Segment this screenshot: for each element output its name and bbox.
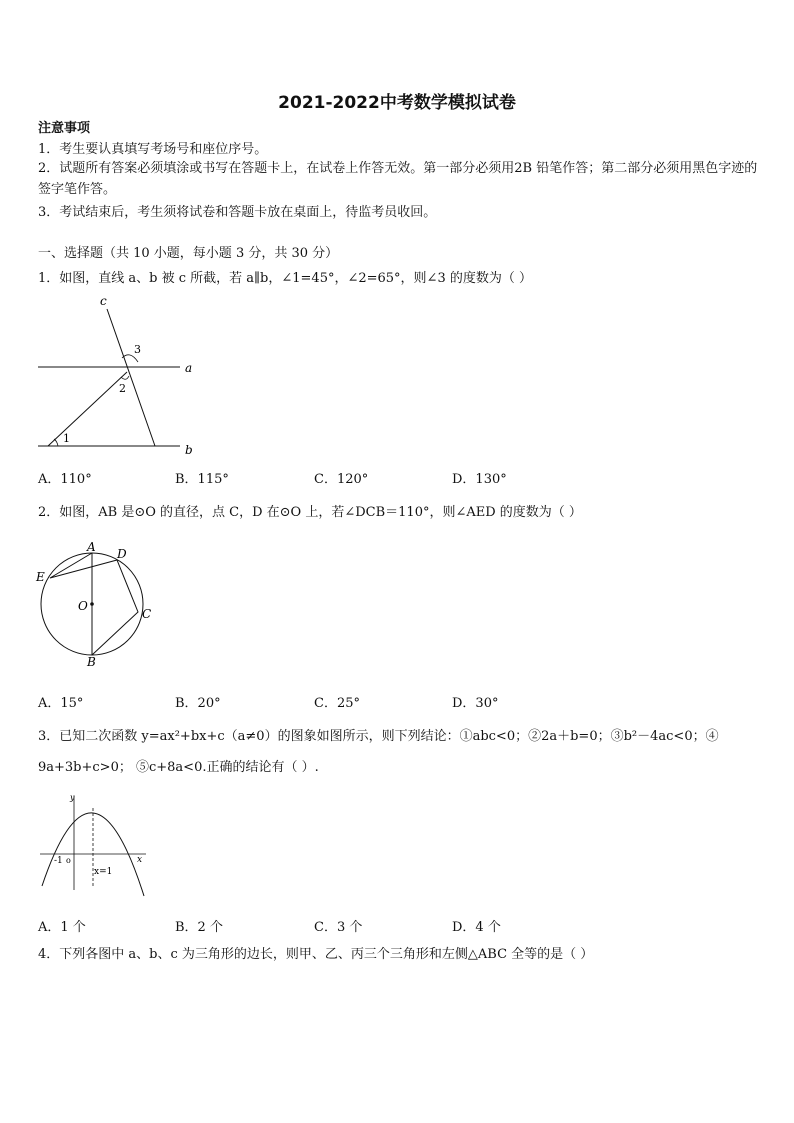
label-B: B [87, 655, 96, 669]
label-angle-1: 1 [63, 432, 70, 445]
notice-item-3: 3．考试结束后，考生须将试卷和答题卡放在桌面上，待监考员收回。 [38, 205, 437, 220]
label-minus-1: -1 [54, 856, 63, 866]
question-2-figure [30, 538, 160, 670]
q2-option-a[interactable]: A．15° [38, 696, 84, 711]
q3-option-d[interactable]: D．4 个 [452, 920, 501, 935]
label-x: x [137, 855, 143, 865]
label-E: E [36, 570, 45, 584]
question-2-options [38, 692, 638, 710]
q3-option-c[interactable]: C．3 个 [314, 920, 363, 935]
label-a: a [185, 361, 193, 375]
label-origin: o [66, 856, 71, 865]
diagonal-line [48, 372, 127, 446]
label-angle-3: 3 [134, 343, 141, 356]
chord-polyline [50, 553, 138, 655]
label-y: y [70, 793, 75, 802]
line-c [107, 309, 155, 446]
label-A: A [87, 540, 96, 554]
question-3-figure [36, 790, 156, 902]
label-c: c [100, 294, 107, 308]
q2-option-d[interactable]: D．30° [452, 696, 499, 711]
label-C: C [142, 607, 152, 621]
notice-heading: 注意事项 [38, 121, 91, 136]
question-1-stem: 1．如图，直线 a、b 被 c 所截，若 a∥b，∠1=45°，∠2=65°，则∠3 的度数为（ ） [38, 271, 532, 286]
q1-option-c[interactable]: C．120° [314, 472, 369, 487]
q2-option-b[interactable]: B．20° [175, 696, 221, 711]
q1-option-d[interactable]: D．130° [452, 472, 507, 487]
question-1-figure [30, 292, 210, 462]
q3-option-b[interactable]: B．2 个 [175, 920, 223, 935]
q1-option-b[interactable]: B．115° [175, 472, 229, 487]
question-4-stem: 4．下列各图中 a、b、c 为三角形的边长，则甲、乙、丙三个三角形和左侧△ABC 全等的是（ ） [38, 947, 594, 962]
center-dot [90, 602, 94, 606]
label-D: D [117, 547, 127, 561]
question-3-stem-line2: 9a+3b+c>0； ⑤c+8a<0.正确的结论有（ ）. [38, 760, 319, 775]
q1-option-a[interactable]: A．110° [38, 472, 92, 487]
question-2-stem: 2．如图，AB 是⊙O 的直径，点 C，D 在⊙O 上，若∠DCB＝110°，则∠AED 的度数为（ ） [38, 505, 582, 520]
question-1-options [38, 468, 638, 486]
q2-option-c[interactable]: C．25° [314, 696, 360, 711]
label-angle-2: 2 [119, 382, 126, 395]
question-3-stem-line1: 3．已知二次函数 y=ax²+bx+c（a≠0）的图象如图所示，则下列结论：①abc<0；②2a＋b=0；③b²－4ac<0；④ [38, 729, 719, 744]
notice-item-1: 1．考生要认真填写考场号和座位序号。 [38, 142, 268, 157]
label-O: O [78, 599, 88, 613]
q3-option-a[interactable]: A．1 个 [38, 920, 86, 935]
label-axis-x1: x=1 [94, 867, 113, 877]
notice-item-2: 2．试题所有答案必须填涂或书写在答题卡上，在试卷上作答无效。第一部分必须用2B 铅笔作答；第二部分必须用黑色字迹的签字笔作答。 [38, 161, 758, 197]
page-title: 2021-2022中考数学模拟试卷 [278, 93, 516, 113]
section-heading: 一、选择题（共 10 小题，每小题 3 分，共 30 分） [38, 246, 339, 261]
label-b: b [185, 443, 193, 457]
question-3-options [38, 916, 638, 934]
